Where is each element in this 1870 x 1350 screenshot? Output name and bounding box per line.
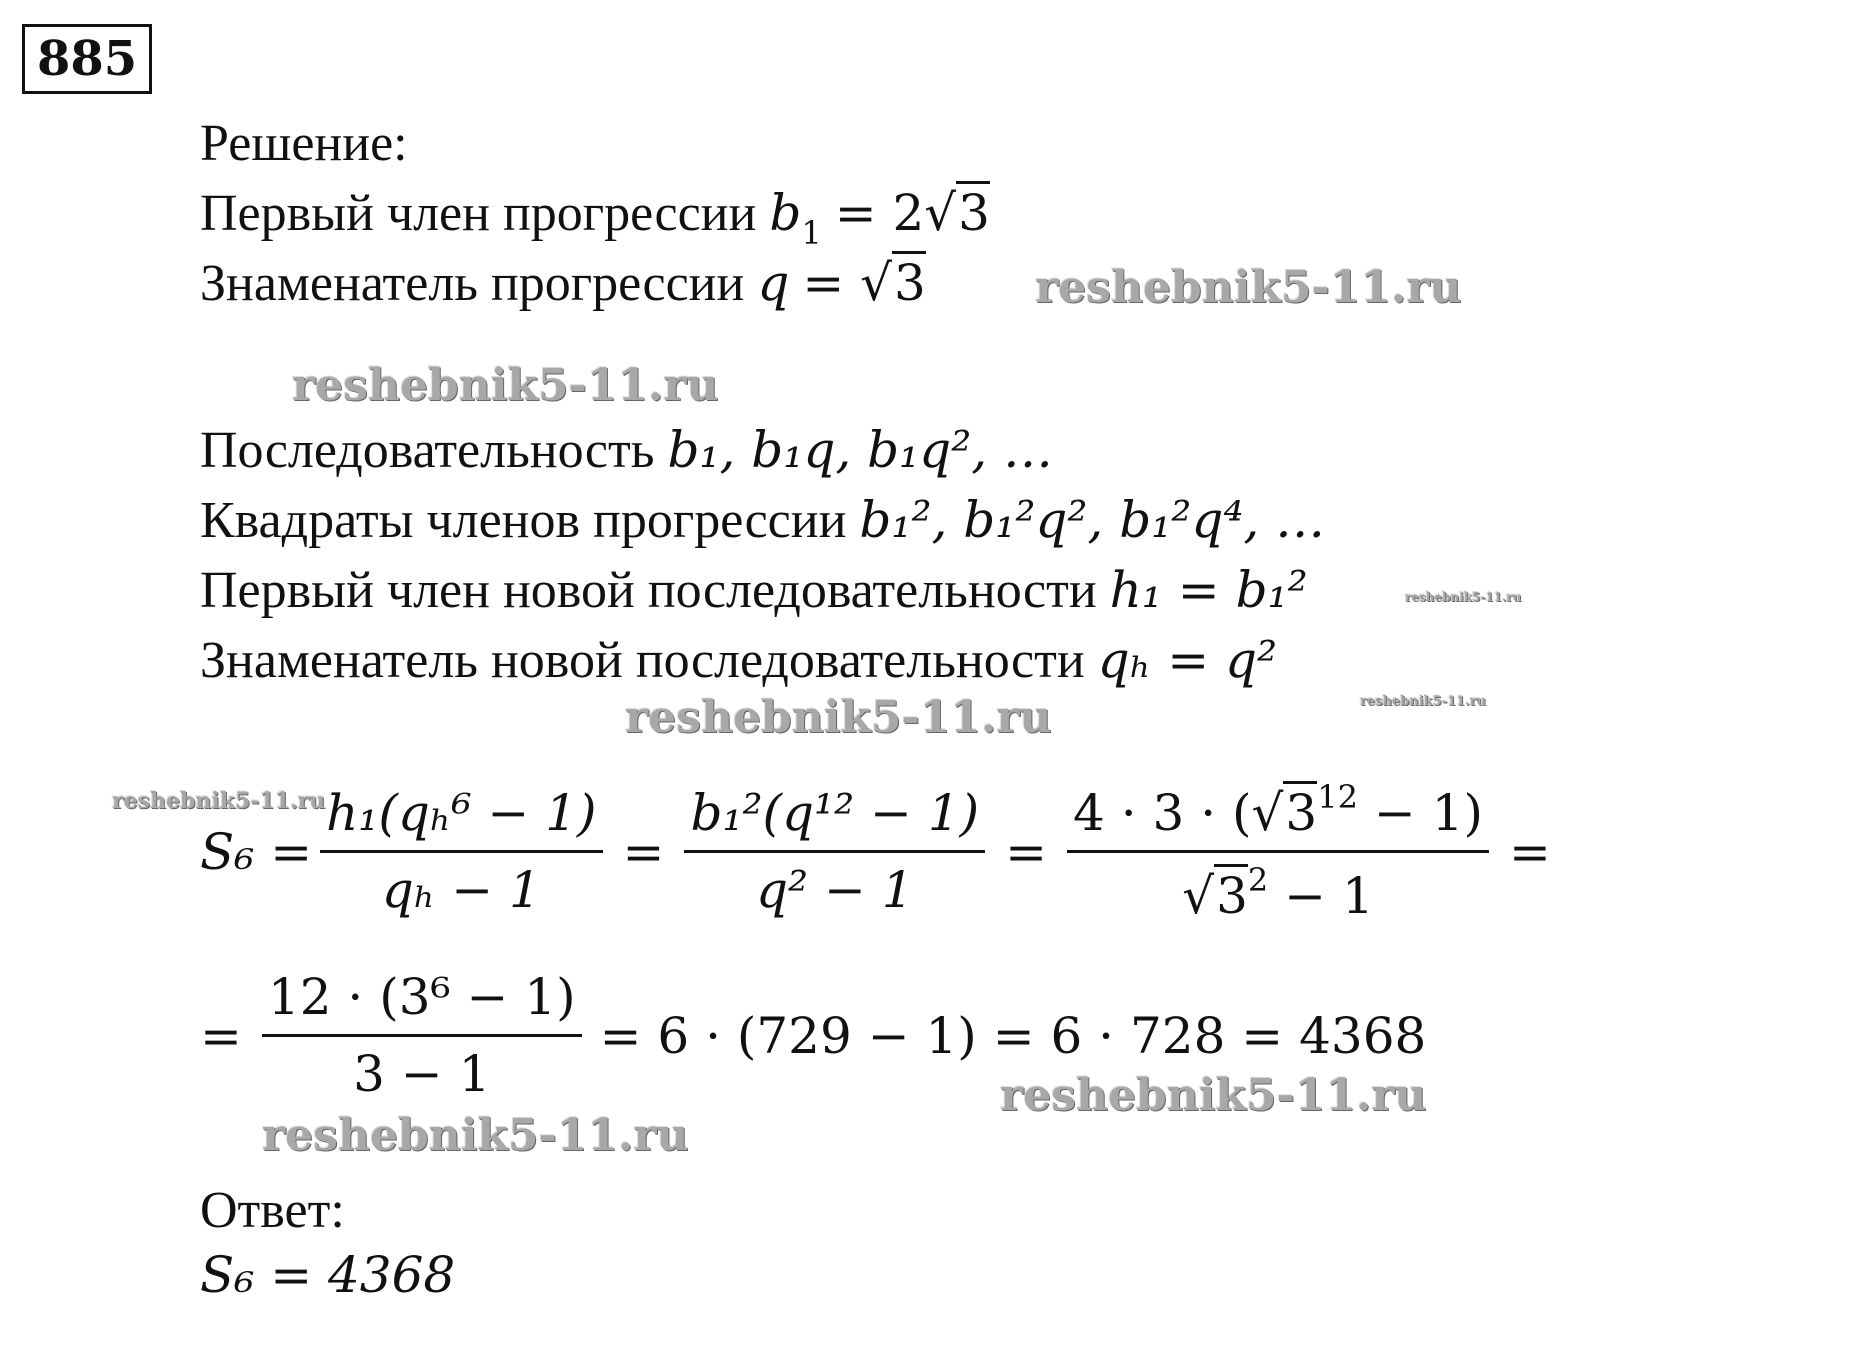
first-term-radicand: 3 [956,181,990,242]
sequence-line [200,421,1054,479]
fraction-3 [1067,778,1489,925]
fraction-4-numerator: 12 · (3⁶ − 1) [267,968,576,1026]
equals-sign: = [1508,822,1551,881]
fraction-3-num-suffix: − 1) [1357,784,1483,842]
watermark: reshebnik5-11.ru [262,1110,689,1161]
new-first-term-math: h₁ = b₁² [1109,561,1308,619]
new-first-term-line [200,561,1308,619]
watermark: reshebnik5-11.ru [1035,262,1462,313]
fraction-3-num-radicand: 3 [1283,781,1317,842]
watermark: reshebnik5-11.ru [292,360,719,411]
squares-line [200,491,1326,549]
solution-label: Решение: [200,115,408,172]
fraction-3-num-prefix: 4 · 3 · ( [1073,784,1252,842]
fraction-1-denominator: qₕ − 1 [381,861,541,919]
sequence-math: b₁, b₁q, b₁q², … [667,421,1054,479]
sqrt-sign: √ [860,254,893,312]
fraction-2-denominator: q² − 1 [756,861,914,919]
watermark: reshebnik5-11.ru [1360,694,1487,709]
new-ratio-text: Знаменатель новой последовательности [200,632,1098,689]
first-term-line [200,184,990,252]
new-ratio-math: qₕ = q² [1097,631,1278,689]
sum-formula [200,778,1563,925]
watermark: reshebnik5-11.ru [1000,1070,1427,1121]
watermark: reshebnik5-11.ru [112,788,326,814]
first-term-rhs: = 2 [834,184,925,242]
evaluation-rest: = 6 · (729 − 1) = 6 · 728 = 4368 [599,1006,1427,1065]
equals-sign: = [622,822,665,881]
first-term-sub: 1 [801,214,822,252]
fraction-4 [262,968,582,1103]
sequence-text: Последовательность [200,422,668,479]
sum-lhs: S₆ = [200,822,313,881]
watermark: reshebnik5-11.ru [1405,590,1522,604]
fraction-4-denominator: 3 − 1 [353,1045,491,1103]
task-number: 885 [22,24,152,94]
answer-value: S₆ = 4368 [200,1246,456,1304]
new-first-term-text: Первый член новой последовательности [200,562,1110,619]
equals-sign: = [1005,822,1048,881]
fraction-3-num-exponent: 12 [1317,778,1358,816]
ratio-var: q [757,254,790,312]
fraction-2-numerator: b₁²(q¹² − 1) [690,784,980,842]
ratio-radicand: 3 [892,251,926,312]
answer-label: Ответ: [200,1182,345,1239]
fraction-1 [320,784,602,919]
new-ratio-line [200,631,1278,689]
fraction-3-numerator [1067,778,1489,850]
squares-text: Квадраты членов прогрессии [200,492,860,549]
first-term-var: b [769,184,802,242]
sqrt-sign: √ [924,184,957,242]
fraction-3-den-radicand: 3 [1214,864,1248,925]
ratio-rhs: = [802,254,861,312]
fraction-3-denominator [1176,853,1380,925]
equals-sign: = [200,1006,242,1065]
fraction-3-den-suffix: − 1 [1268,867,1374,925]
squares-math: b₁², b₁²q², b₁²q⁴, … [859,491,1326,549]
fraction-2 [684,784,985,919]
fraction-3-den-exponent: 2 [1247,861,1269,899]
fraction-1-numerator: h₁(qₕ⁶ − 1) [326,784,597,842]
sqrt-sign: √ [1182,867,1215,925]
watermark: reshebnik5-11.ru [625,692,1052,743]
ratio-line [200,254,926,312]
ratio-text: Знаменатель прогрессии [200,255,758,312]
sqrt-sign: √ [1251,784,1284,842]
first-term-text: Первый член прогрессии [200,185,770,242]
